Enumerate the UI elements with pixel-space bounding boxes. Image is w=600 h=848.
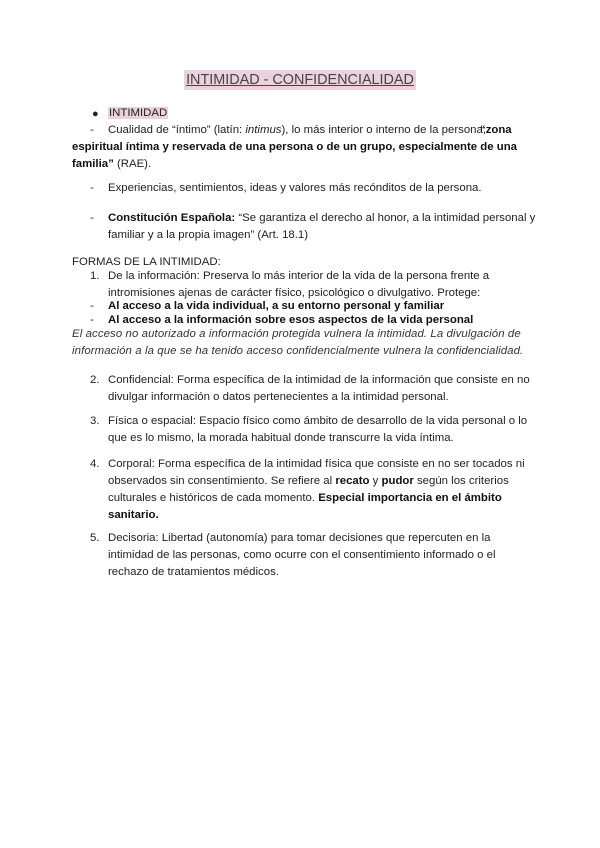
corporal-importancia: Especial importancia en el ámbito sanitario. bbox=[108, 492, 502, 521]
sub-item-text: Al acceso a la vida individual, a su entorno personal y familiar bbox=[108, 300, 445, 312]
constitucion-text: “Se garantiza el derecho al honor, a la intimidad personal y familiar y a la propia imagen” (Art. 18.1) bbox=[108, 212, 536, 241]
dash-item-experiencias: Experiencias, sentimientos, ideas y valores más recónditos de la persona. bbox=[108, 182, 482, 194]
list-item-fisica: Física o espacial: Espacio físico como ámbito de desarrollo de la vida personal o lo que es lo mismo, la morada habitual donde transcurre la vida íntima. bbox=[108, 415, 528, 444]
formas-heading: FORMAS DE LA INTIMIDAD: bbox=[72, 256, 221, 268]
page-title: INTIMIDAD - CONFIDENCIALIDAD bbox=[186, 72, 414, 88]
corporal-text-2: y bbox=[369, 475, 382, 487]
definition-text-mid: ), lo más interior o interno de la persona, bbox=[281, 124, 486, 136]
list-number: 1. bbox=[90, 270, 100, 282]
bullet-icon: ● bbox=[92, 108, 99, 120]
list-item-informacion: De la información: Preserva lo más interior de la vida de la persona frente a intromisiones ajenas de carácter físico, psicológico o divulgativo. Protege: bbox=[108, 270, 490, 299]
latin-term: intimus bbox=[245, 124, 282, 136]
definition-bold-block bbox=[72, 122, 552, 173]
constitucion-label: Constitución Española: bbox=[108, 212, 236, 224]
dash-marker: - bbox=[90, 212, 94, 224]
list-item-confidencial: Confidencial: Forma específica de la intimidad de la información que consiste en no divulgar información o datos pertenecientes a la intimidad personal. bbox=[108, 374, 530, 403]
dash-item-constitucion bbox=[108, 210, 553, 244]
list-number: 2. bbox=[90, 374, 100, 386]
dash-marker: - bbox=[90, 300, 94, 312]
italic-note: El acceso no autorizado a información protegida vulnera la intimidad. La divulgación de información a la que se ha tenido acceso confidencialmente vulnera la confidencialidad. bbox=[72, 328, 524, 357]
section-heading-text: INTIMIDAD bbox=[109, 107, 168, 119]
definition-quote: “zona espiritual íntima y reservada de una persona o de un grupo, especialmente de una familia” bbox=[72, 124, 517, 170]
list-number: 4. bbox=[90, 458, 100, 470]
dash-marker: - bbox=[90, 314, 94, 326]
definition-text-pre: Cualidad de “íntimo” (latín: bbox=[108, 124, 246, 136]
dash-marker: - bbox=[90, 124, 94, 136]
corporal-text-1: Corporal: Forma específica de la intimidad física que consiste en no ser tocados ni observados sin consentimiento. Se refiere al bbox=[108, 458, 525, 487]
section-heading-intimidad bbox=[108, 105, 168, 122]
corporal-recato: recato bbox=[335, 475, 370, 487]
corporal-pudor: pudor bbox=[381, 475, 414, 487]
list-item-decisoria: Decisoria: Libertad (autonomía) para tomar decisiones que repercuten en la intimidad de las personas, como ocurre con el consentimiento informado o el rechazo de tratamientos médicos. bbox=[108, 532, 496, 578]
list-number: 3. bbox=[90, 415, 100, 427]
corporal-text-3: según los criterios culturales e históricos de cada momento. bbox=[108, 475, 509, 504]
dash-marker: - bbox=[90, 182, 94, 194]
definition-source: (RAE). bbox=[113, 158, 152, 170]
title-container bbox=[0, 70, 600, 90]
list-number: 5. bbox=[90, 532, 100, 544]
sub-item-text: Al acceso a la información sobre esos aspectos de la vida personal bbox=[108, 314, 474, 326]
list-item-corporal bbox=[108, 456, 533, 524]
